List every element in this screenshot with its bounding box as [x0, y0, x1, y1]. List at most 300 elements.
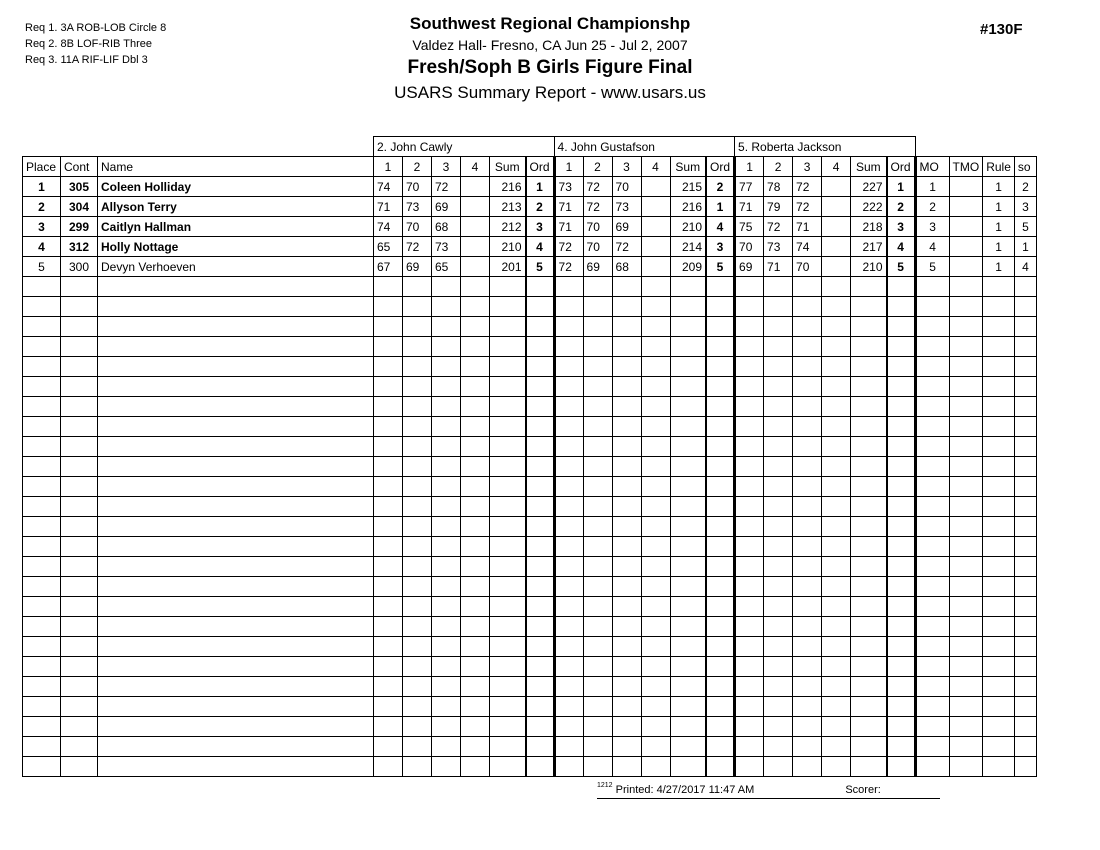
- empty-cell: [1014, 517, 1036, 537]
- empty-cell: [915, 517, 949, 537]
- empty-cell: [526, 457, 555, 477]
- ord-cell: 1: [526, 177, 555, 197]
- footer: [597, 782, 940, 799]
- empty-cell: [61, 497, 98, 517]
- col-header-1: 1: [554, 157, 583, 177]
- empty-cell: [583, 417, 612, 437]
- empty-cell: [735, 477, 764, 497]
- score-cell: 70: [583, 217, 612, 237]
- empty-cell: [793, 617, 822, 637]
- empty-cell: [793, 597, 822, 617]
- ord-cell: 5: [526, 257, 555, 277]
- empty-cell: [706, 337, 735, 357]
- sum-cell: 212: [490, 217, 526, 237]
- ord-cell: 2: [887, 197, 916, 217]
- empty-cell: [554, 677, 583, 697]
- empty-cell: [612, 537, 641, 557]
- empty-cell: [403, 617, 432, 637]
- empty-cell: [822, 537, 851, 557]
- empty-cell: [915, 457, 949, 477]
- empty-cell: [526, 357, 555, 377]
- empty-cell: [793, 457, 822, 477]
- empty-cell: [641, 637, 670, 657]
- empty-cell: [822, 557, 851, 577]
- empty-cell: [490, 657, 526, 677]
- empty-cell: [887, 317, 916, 337]
- empty-cell: [983, 517, 1015, 537]
- empty-cell: [23, 377, 61, 397]
- empty-cell: [851, 537, 887, 557]
- empty-cell: [764, 717, 793, 737]
- empty-cell: [641, 697, 670, 717]
- empty-cell: [554, 497, 583, 517]
- empty-cell: [554, 337, 583, 357]
- empty-cell: [612, 357, 641, 377]
- table-row: [23, 257, 1037, 277]
- empty-cell: [641, 517, 670, 537]
- empty-cell: [949, 277, 983, 297]
- score-cell: [822, 197, 851, 217]
- empty-cell: [764, 677, 793, 697]
- empty-cell: [983, 397, 1015, 417]
- empty-cell: [670, 337, 706, 357]
- score-cell: 74: [793, 237, 822, 257]
- requirement-1: Req 1. 3A ROB-LOB Circle 8: [25, 22, 167, 34]
- empty-cell: [461, 477, 490, 497]
- empty-cell: [403, 417, 432, 437]
- empty-cell: [915, 757, 949, 777]
- empty-cell: [641, 437, 670, 457]
- empty-cell: [374, 557, 403, 577]
- empty-cell: [554, 517, 583, 537]
- empty-cell: [887, 437, 916, 457]
- mo-cell: 5: [915, 257, 949, 277]
- empty-cell: [887, 617, 916, 637]
- empty-cell: [983, 737, 1015, 757]
- col-header-4: 4: [822, 157, 851, 177]
- score-cell: 73: [764, 237, 793, 257]
- empty-cell: [374, 577, 403, 597]
- empty-cell: [1014, 397, 1036, 417]
- empty-cell: [949, 437, 983, 457]
- score-cell: 74: [374, 217, 403, 237]
- empty-cell: [887, 677, 916, 697]
- empty-cell: [793, 477, 822, 497]
- empty-cell: [887, 377, 916, 397]
- empty-cell: [822, 477, 851, 497]
- empty-cell: [554, 737, 583, 757]
- empty-cell: [490, 557, 526, 577]
- empty-table-row: [23, 417, 1037, 437]
- empty-cell: [403, 457, 432, 477]
- empty-cell: [735, 697, 764, 717]
- empty-cell: [822, 677, 851, 697]
- empty-cell: [915, 317, 949, 337]
- empty-cell: [490, 377, 526, 397]
- empty-cell: [670, 557, 706, 577]
- empty-cell: [98, 457, 374, 477]
- empty-cell: [23, 717, 61, 737]
- empty-cell: [983, 597, 1015, 617]
- empty-cell: [490, 317, 526, 337]
- empty-cell: [949, 577, 983, 597]
- empty-cell: [583, 377, 612, 397]
- col-header-3: 3: [432, 157, 461, 177]
- empty-cell: [949, 677, 983, 697]
- empty-cell: [61, 437, 98, 457]
- empty-cell: [432, 277, 461, 297]
- empty-table-row: [23, 617, 1037, 637]
- empty-cell: [490, 277, 526, 297]
- empty-cell: [822, 337, 851, 357]
- empty-cell: [822, 497, 851, 517]
- empty-cell: [98, 377, 374, 397]
- score-cell: [641, 237, 670, 257]
- empty-cell: [583, 537, 612, 557]
- empty-table-row: [23, 357, 1037, 377]
- empty-cell: [583, 597, 612, 617]
- empty-cell: [793, 377, 822, 397]
- empty-cell: [822, 597, 851, 617]
- empty-cell: [915, 437, 949, 457]
- empty-cell: [983, 277, 1015, 297]
- empty-cell: [641, 417, 670, 437]
- empty-cell: [670, 377, 706, 397]
- empty-cell: [851, 337, 887, 357]
- empty-cell: [983, 317, 1015, 337]
- empty-cell: [793, 557, 822, 577]
- empty-cell: [764, 297, 793, 317]
- empty-cell: [490, 517, 526, 537]
- empty-cell: [706, 597, 735, 617]
- empty-cell: [1014, 577, 1036, 597]
- empty-cell: [403, 357, 432, 377]
- empty-cell: [670, 717, 706, 737]
- score-cell: 77: [735, 177, 764, 197]
- empty-cell: [554, 437, 583, 457]
- empty-cell: [851, 417, 887, 437]
- col-header-place: Place: [23, 157, 61, 177]
- empty-cell: [670, 737, 706, 757]
- empty-cell: [735, 537, 764, 557]
- col-header-ord: Ord: [706, 157, 735, 177]
- sum-cell: 217: [851, 237, 887, 257]
- score-cell: 73: [612, 197, 641, 217]
- empty-cell: [374, 677, 403, 697]
- empty-cell: [1014, 377, 1036, 397]
- empty-cell: [670, 497, 706, 517]
- score-cell: 71: [793, 217, 822, 237]
- empty-cell: [851, 277, 887, 297]
- score-cell: 72: [583, 177, 612, 197]
- empty-cell: [670, 577, 706, 597]
- empty-cell: [98, 297, 374, 317]
- empty-cell: [887, 477, 916, 497]
- empty-cell: [983, 557, 1015, 577]
- empty-cell: [915, 697, 949, 717]
- empty-cell: [612, 617, 641, 637]
- ord-cell: 2: [706, 177, 735, 197]
- empty-cell: [554, 477, 583, 497]
- empty-cell: [432, 537, 461, 557]
- rule-cell: 1: [983, 197, 1015, 217]
- empty-cell: [949, 637, 983, 657]
- empty-cell: [949, 597, 983, 617]
- empty-table-row: [23, 457, 1037, 477]
- empty-cell: [915, 477, 949, 497]
- empty-cell: [490, 617, 526, 637]
- empty-cell: [23, 657, 61, 677]
- empty-cell: [98, 577, 374, 597]
- empty-cell: [554, 657, 583, 677]
- empty-cell: [61, 677, 98, 697]
- title-block: [0, 12, 1100, 105]
- score-cell: 73: [432, 237, 461, 257]
- rule-cell: 1: [983, 257, 1015, 277]
- empty-table-row: [23, 557, 1037, 577]
- empty-cell: [432, 597, 461, 617]
- empty-cell: [432, 497, 461, 517]
- ord-cell: 5: [887, 257, 916, 277]
- empty-cell: [490, 437, 526, 457]
- empty-cell: [432, 517, 461, 537]
- empty-cell: [706, 717, 735, 737]
- empty-cell: [1014, 677, 1036, 697]
- empty-cell: [764, 497, 793, 517]
- empty-cell: [23, 317, 61, 337]
- empty-cell: [23, 297, 61, 317]
- score-cell: 70: [735, 237, 764, 257]
- empty-cell: [98, 677, 374, 697]
- empty-cell: [1014, 497, 1036, 517]
- empty-cell: [461, 497, 490, 517]
- empty-cell: [851, 317, 887, 337]
- empty-cell: [822, 637, 851, 657]
- empty-cell: [822, 277, 851, 297]
- empty-cell: [670, 457, 706, 477]
- empty-cell: [432, 337, 461, 357]
- empty-cell: [706, 757, 735, 777]
- score-cell: 69: [583, 257, 612, 277]
- empty-cell: [61, 397, 98, 417]
- empty-cell: [612, 297, 641, 317]
- empty-cell: [461, 677, 490, 697]
- empty-cell: [641, 397, 670, 417]
- empty-cell: [23, 557, 61, 577]
- empty-cell: [374, 657, 403, 677]
- empty-cell: [432, 557, 461, 577]
- empty-cell: [490, 717, 526, 737]
- empty-cell: [583, 557, 612, 577]
- empty-cell: [793, 657, 822, 677]
- empty-cell: [490, 497, 526, 517]
- empty-cell: [61, 557, 98, 577]
- empty-cell: [526, 277, 555, 297]
- empty-cell: [983, 637, 1015, 657]
- empty-cell: [1014, 657, 1036, 677]
- empty-cell: [793, 297, 822, 317]
- empty-cell: [461, 657, 490, 677]
- empty-cell: [374, 277, 403, 297]
- empty-cell: [98, 657, 374, 677]
- mo-cell: 3: [915, 217, 949, 237]
- empty-cell: [583, 717, 612, 737]
- empty-cell: [983, 357, 1015, 377]
- col-header-name: Name: [98, 157, 374, 177]
- empty-cell: [403, 297, 432, 317]
- empty-cell: [23, 517, 61, 537]
- empty-cell: [670, 297, 706, 317]
- empty-cell: [98, 737, 374, 757]
- score-cell: [641, 197, 670, 217]
- judge-header-3: 5. Roberta Jackson: [735, 137, 916, 157]
- empty-table-row: [23, 657, 1037, 677]
- empty-table-row: [23, 597, 1037, 617]
- empty-cell: [949, 757, 983, 777]
- empty-cell: [641, 377, 670, 397]
- empty-cell: [670, 757, 706, 777]
- empty-cell: [983, 537, 1015, 557]
- empty-cell: [23, 277, 61, 297]
- empty-cell: [764, 737, 793, 757]
- empty-cell: [432, 437, 461, 457]
- empty-cell: [461, 537, 490, 557]
- empty-cell: [887, 417, 916, 437]
- empty-cell: [374, 477, 403, 497]
- empty-cell: [735, 317, 764, 337]
- empty-cell: [915, 417, 949, 437]
- empty-cell: [851, 677, 887, 697]
- empty-cell: [554, 577, 583, 597]
- empty-cell: [403, 637, 432, 657]
- empty-cell: [23, 577, 61, 597]
- empty-cell: [706, 697, 735, 717]
- empty-cell: [735, 297, 764, 317]
- empty-cell: [432, 717, 461, 737]
- judge-header-2: 4. John Gustafson: [554, 137, 735, 157]
- empty-cell: [706, 317, 735, 337]
- empty-cell: [98, 477, 374, 497]
- empty-cell: [432, 417, 461, 437]
- score-cell: 70: [793, 257, 822, 277]
- score-cell: 72: [554, 237, 583, 257]
- table-row: [23, 237, 1037, 257]
- empty-cell: [1014, 737, 1036, 757]
- empty-cell: [612, 597, 641, 617]
- empty-cell: [851, 737, 887, 757]
- empty-cell: [98, 597, 374, 617]
- empty-cell: [490, 737, 526, 757]
- empty-cell: [670, 537, 706, 557]
- empty-cell: [612, 377, 641, 397]
- empty-cell: [983, 457, 1015, 477]
- empty-cell: [374, 517, 403, 537]
- empty-cell: [851, 477, 887, 497]
- empty-cell: [735, 437, 764, 457]
- empty-cell: [461, 517, 490, 537]
- championship-title: Southwest Regional Championshp: [409, 14, 691, 33]
- empty-table-row: [23, 737, 1037, 757]
- so-cell: 3: [1014, 197, 1036, 217]
- empty-cell: [23, 497, 61, 517]
- empty-cell: [764, 357, 793, 377]
- empty-cell: [583, 437, 612, 457]
- score-cell: 72: [793, 197, 822, 217]
- empty-cell: [1014, 597, 1036, 617]
- empty-cell: [706, 457, 735, 477]
- empty-cell: [764, 597, 793, 617]
- empty-cell: [526, 437, 555, 457]
- empty-cell: [612, 457, 641, 477]
- empty-cell: [887, 497, 916, 517]
- name-cell: Holly Nottage: [98, 237, 374, 257]
- sum-cell: 222: [851, 197, 887, 217]
- empty-cell: [983, 337, 1015, 357]
- ord-cell: 4: [887, 237, 916, 257]
- empty-cell: [706, 557, 735, 577]
- empty-cell: [983, 717, 1015, 737]
- score-cell: 79: [764, 197, 793, 217]
- empty-cell: [822, 397, 851, 417]
- scorer-label: Scorer:: [845, 784, 881, 796]
- empty-cell: [583, 317, 612, 337]
- empty-cell: [583, 357, 612, 377]
- empty-cell: [403, 677, 432, 697]
- empty-cell: [61, 637, 98, 657]
- empty-cell: [641, 597, 670, 617]
- empty-cell: [1014, 277, 1036, 297]
- empty-table-row: [23, 697, 1037, 717]
- empty-cell: [374, 757, 403, 777]
- empty-cell: [403, 437, 432, 457]
- empty-cell: [735, 337, 764, 357]
- empty-cell: [983, 697, 1015, 717]
- empty-cell: [526, 417, 555, 437]
- empty-cell: [735, 637, 764, 657]
- empty-cell: [949, 297, 983, 317]
- empty-cell: [735, 557, 764, 577]
- tmo-cell: [949, 237, 983, 257]
- empty-cell: [793, 437, 822, 457]
- empty-cell: [764, 557, 793, 577]
- empty-table-row: [23, 337, 1037, 357]
- empty-cell: [432, 697, 461, 717]
- empty-cell: [61, 517, 98, 537]
- empty-cell: [461, 377, 490, 397]
- empty-cell: [526, 737, 555, 757]
- empty-cell: [822, 437, 851, 457]
- empty-cell: [526, 477, 555, 497]
- empty-cell: [983, 757, 1015, 777]
- empty-cell: [887, 517, 916, 537]
- score-cell: 69: [612, 217, 641, 237]
- empty-cell: [403, 737, 432, 757]
- empty-cell: [583, 697, 612, 717]
- empty-table-row: [23, 397, 1037, 417]
- empty-cell: [61, 717, 98, 737]
- empty-cell: [432, 737, 461, 757]
- empty-cell: [670, 357, 706, 377]
- empty-cell: [554, 557, 583, 577]
- empty-cell: [670, 517, 706, 537]
- empty-cell: [1014, 297, 1036, 317]
- mo-cell: 2: [915, 197, 949, 217]
- empty-cell: [887, 577, 916, 597]
- empty-cell: [983, 377, 1015, 397]
- empty-cell: [851, 617, 887, 637]
- empty-cell: [98, 277, 374, 297]
- empty-cell: [612, 557, 641, 577]
